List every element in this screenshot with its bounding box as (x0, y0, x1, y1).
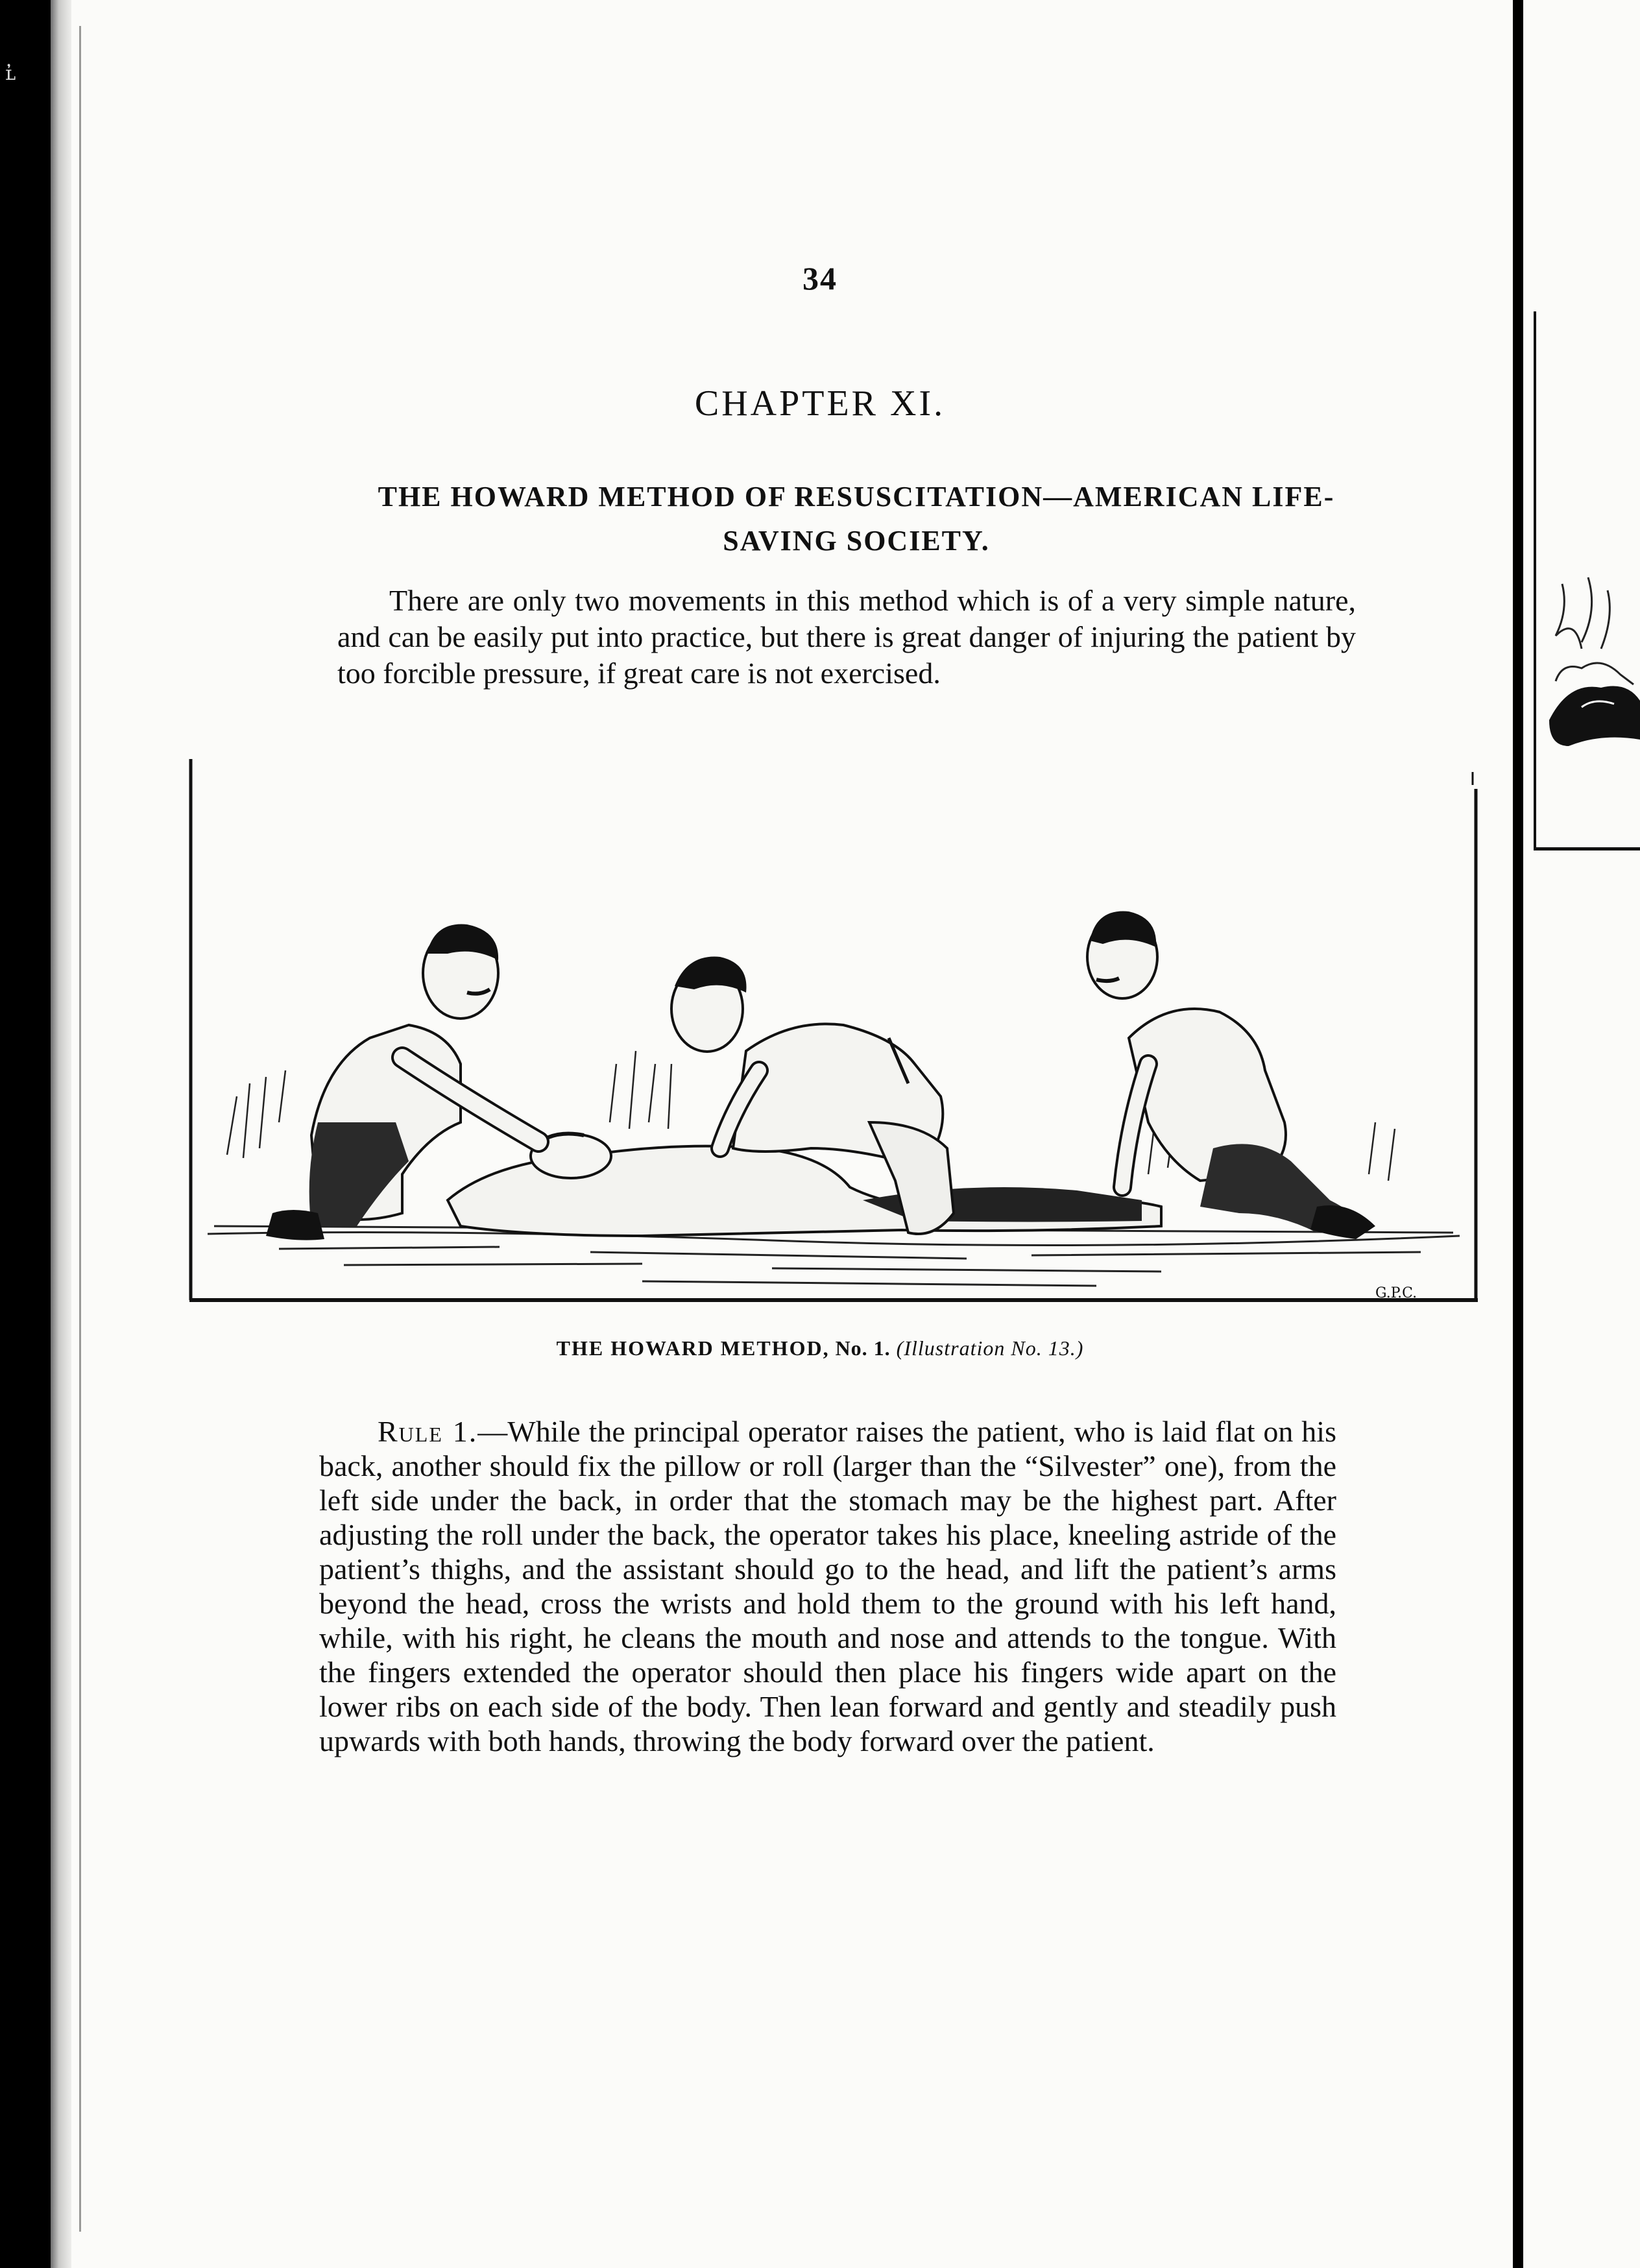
figure-caption (0, 1336, 1640, 1360)
page-number: 34 (802, 260, 838, 296)
gutter-fold-line (79, 26, 81, 2232)
scan-corner-mark: ʟ̓ (5, 62, 16, 85)
caption-title: THE HOWARD METHOD, (556, 1336, 830, 1360)
intro-paragraph: There are only two movements in this method which is of a very simple nature, and can be easily put into practice, but there is great danger of injuring the patient by too forcible pressure, if great care is not exercised. (337, 584, 1356, 690)
rule-1-paragraph (319, 1414, 1336, 1758)
caption-number: No. 1. (835, 1336, 891, 1360)
ground-shading (208, 1226, 1460, 1286)
adjacent-figure-fragment (1543, 571, 1640, 791)
section-title: THE HOWARD METHOD OF RESUSCITATION—AMERICAN LIFE-SAVING SOCIETY. (378, 481, 1335, 557)
rule-text: —While the principal operator raises the patient, who is laid flat on his back, another should fix the pillow or roll (larger than the “Silvester” one), from the left side under the back, in order that the stomach may be the highest part. After adjusting the roll under the back, the operator takes his place, kneeling astride of the patient’s thighs, and the assistant should go to the head, and lift the patient’s arms beyond the head, cross the wrists and hold them to the ground with his left hand, while, with his right, he cleans the mouth and nose and attends to the tongue. With the fingers extended the operator should then place his fingers wide apart on the lower ribs on each side of the body. Then lean forward and gently and steadily push upwards with both hands, throwing the body forward over the patient. (319, 1415, 1336, 1757)
howard-method-illustration (188, 759, 1479, 1304)
adjacent-page-fragment (1523, 0, 1640, 2268)
chapter-heading: CHAPTER XI. (694, 383, 946, 424)
assistant-figure-right (1087, 911, 1375, 1239)
caption-illustration-number: (Illustration No. 13.) (896, 1336, 1084, 1360)
adjacent-figure-frame-bottom (1534, 847, 1640, 850)
artist-signature: G.P.C. (1375, 1285, 1417, 1301)
rule-label: Rule 1. (378, 1415, 478, 1448)
page-gutter-edge (51, 0, 71, 2268)
